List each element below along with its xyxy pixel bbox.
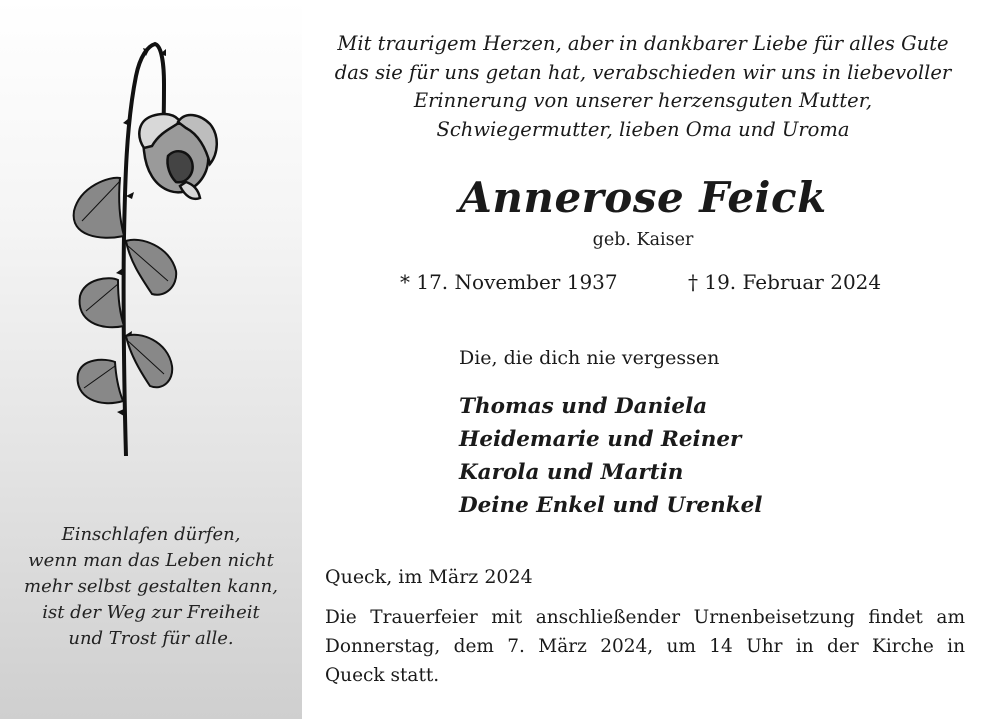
poem bbox=[0, 522, 302, 652]
deceased-name: Annerose Feick bbox=[459, 173, 827, 222]
funeral-line: Donnerstag, dem 7. März 2024, um 14 Uhr in der Kirche in bbox=[325, 636, 965, 657]
funeral-line: Queck statt. bbox=[325, 665, 440, 686]
mourner-name: Heidemarie und Reiner bbox=[459, 427, 742, 452]
maiden-name: geb. Kaiser bbox=[592, 230, 694, 250]
intro-line: Schwiegermutter, lieben Oma und Uroma bbox=[436, 117, 850, 141]
intro-line: das sie für uns getan hat, verabschieden wir uns in liebevoller bbox=[334, 60, 952, 84]
mourners-list bbox=[459, 390, 762, 522]
funeral-line: Die Trauerfeier mit anschließender Urnenbeisetzung findet am bbox=[325, 607, 965, 628]
poem-line: wenn man das Leben nicht bbox=[28, 550, 274, 571]
place-date: Queck, im März 2024 bbox=[325, 566, 533, 588]
rose-icon bbox=[60, 36, 240, 456]
intro-line: Mit traurigem Herzen, aber in dankbarer Liebe für alles Gute bbox=[337, 32, 949, 55]
intro-text bbox=[306, 30, 980, 144]
poem-line: Einschlafen dürfen, bbox=[61, 524, 241, 545]
mourners-intro: Die, die dich nie vergessen bbox=[459, 347, 720, 369]
poem-line: ist der Weg zur Freiheit bbox=[42, 602, 260, 623]
poem-line: und Trost für alle. bbox=[68, 628, 234, 649]
mourner-name: Thomas und Daniela bbox=[459, 394, 708, 419]
poem-line: mehr selbst gestalten kann, bbox=[24, 576, 278, 597]
funeral-details bbox=[325, 603, 965, 690]
sidebar-panel bbox=[0, 0, 302, 719]
birth-date: * 17. November 1937 bbox=[400, 270, 618, 294]
death-date: † 19. Februar 2024 bbox=[688, 270, 882, 294]
intro-line: Erinnerung von unserer herzensguten Mutter, bbox=[413, 89, 873, 112]
mourner-name: Karola und Martin bbox=[459, 460, 684, 485]
mourner-name: Deine Enkel und Urenkel bbox=[459, 493, 763, 518]
